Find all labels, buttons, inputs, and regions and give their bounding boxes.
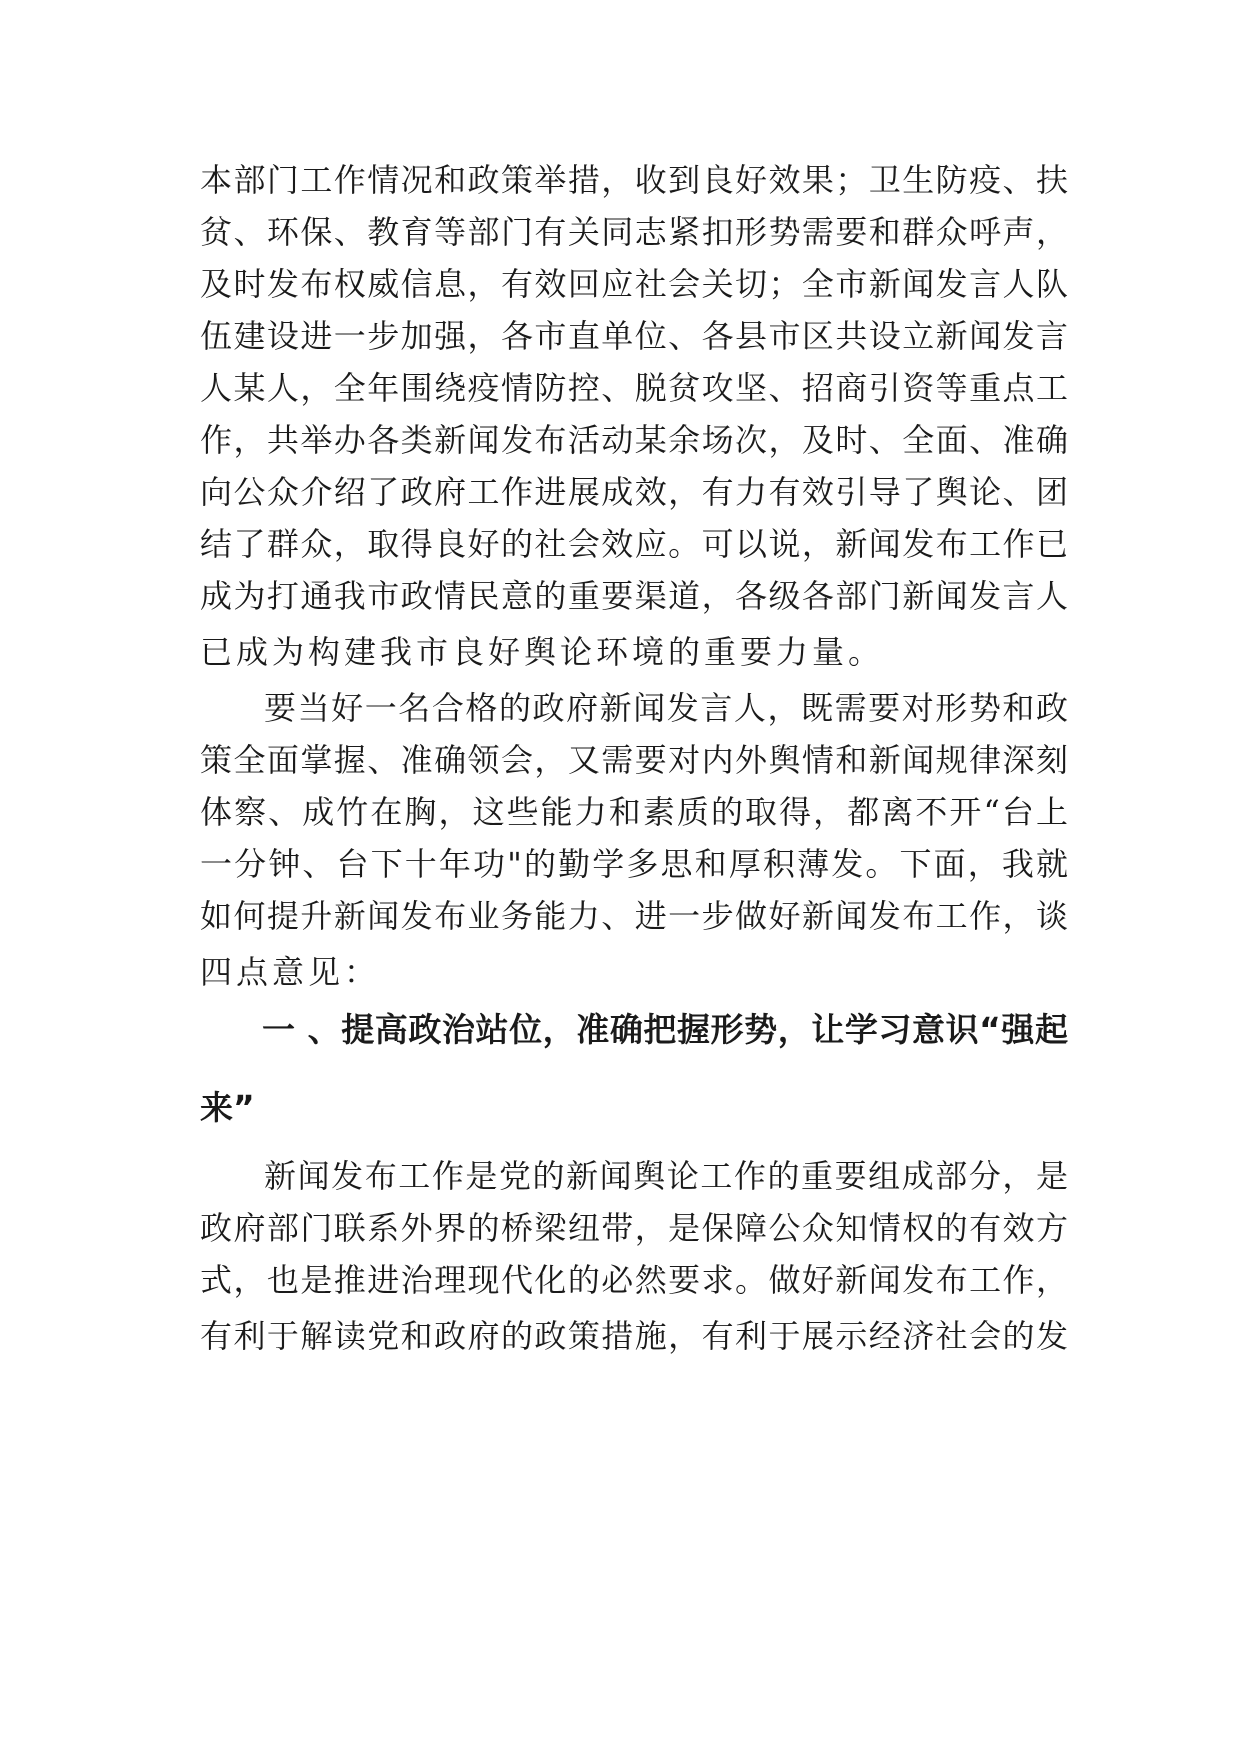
- paragraph-line: 成为打通我市政情民意的重要渠道，各级各部门新闻发言人: [200, 577, 1068, 615]
- paragraph-line: 政府部门联系外界的桥梁纽带，是保障公众知情权的有效方: [200, 1209, 1068, 1247]
- paragraph-line: 结了群众，取得良好的社会效应。可以说，新闻发布工作已: [200, 525, 1068, 563]
- paragraph-line: 贫、环保、教育等部门有关同志紧扣形势需要和群众呼声，: [200, 213, 1068, 251]
- paragraph-line: 策全面掌握、准确领会，又需要对内外舆情和新闻规律深刻: [200, 741, 1068, 779]
- paragraph-line: 要当好一名合格的政府新闻发言人，既需要对形势和政: [264, 689, 1068, 727]
- paragraph-line: 体察、成竹在胸，这些能力和素质的取得，都离不开“台上: [200, 793, 1068, 831]
- paragraph-line: 一分钟、台下十年功"的勤学多思和厚积薄发。下面，我就: [200, 845, 1068, 883]
- paragraph-line: 本部门工作情况和政策举措，收到良好效果；卫生防疫、扶: [200, 161, 1068, 199]
- paragraph-line: 作，共举办各类新闻发布活动某余场次，及时、全面、准确: [200, 421, 1068, 459]
- paragraph-line: 人某人，全年围绕疫情防控、脱贫攻坚、招商引资等重点工: [200, 369, 1068, 407]
- paragraph-line: 已成为构建我市良好舆论环境的重要力量。: [200, 633, 885, 671]
- section-heading-line: 一 、提高政治站位，准确把握形势，让学习意识“强起: [262, 1010, 1068, 1049]
- paragraph-line: 伍建设进一步加强，各市直单位、各县市区共设立新闻发言: [200, 317, 1068, 355]
- paragraph-line: 有利于解读党和政府的政策措施，有利于展示经济社会的发: [200, 1317, 1068, 1355]
- paragraph-line: 新闻发布工作是党的新闻舆论工作的重要组成部分，是: [264, 1157, 1068, 1195]
- paragraph-line: 向公众介绍了政府工作进展成效，有力有效引导了舆论、团: [200, 473, 1068, 511]
- section-heading-line: 来”: [200, 1088, 255, 1127]
- paragraph-line: 如何提升新闻发布业务能力、进一步做好新闻发布工作，谈: [200, 897, 1068, 935]
- paragraph-line: 四点意见：: [200, 953, 381, 991]
- paragraph-line: 及时发布权威信息，有效回应社会关切；全市新闻发言人队: [200, 265, 1068, 303]
- paragraph-line: 式，也是推进治理现代化的必然要求。做好新闻发布工作，: [200, 1261, 1068, 1299]
